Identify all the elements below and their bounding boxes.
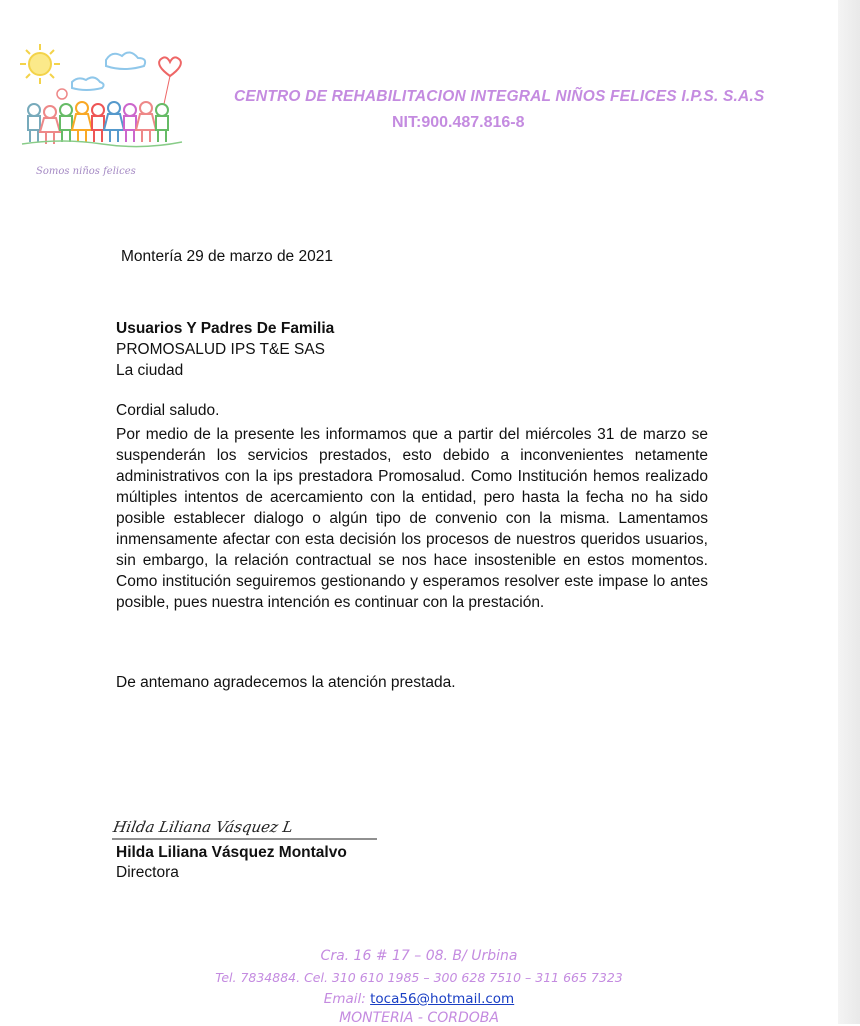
svg-text:Hilda Liliana Vásquez L: Hilda Liliana Vásquez L bbox=[112, 818, 295, 836]
footer-phones: Tel. 7834884. Cel. 310 610 1985 – 300 628 7510 – 311 665 7323 bbox=[215, 970, 623, 985]
footer-city: MONTERIA - CORDOBA bbox=[339, 1010, 499, 1026]
logo-kids-drawing bbox=[14, 40, 186, 182]
signer-role: Directora bbox=[116, 864, 179, 881]
letter-body: Por medio de la presente les informamos que a partir del miércoles 31 de marzo se suspenderán los servicios prestados, esto debido a inconvenientes netamente administrativos con la ips prestadora Promosalud. Como Institución hemos realizado múltiples intentos de acercamiento con la entidad, pero hasta la fecha no ha sido posible establecer dialogo o algún tipo de convenio con la misma. Lamentamos inmensamente afectar con esta decisión los procesos de nuestros queridos usuarios, sin embargo, la relación contractual se nos hace insostenible en estos momentos. Como institución seguiremos gestionando y esperamos resolver este impase lo antes posible, pues nuestra intención es continuar con la prestación. bbox=[116, 426, 708, 611]
footer-address: Cra. 16 # 17 – 08. B/ Urbina bbox=[320, 948, 518, 964]
footer-email-link[interactable]: toca56@hotmail.com bbox=[370, 991, 515, 1007]
sun-icon bbox=[20, 44, 60, 84]
page-edge-shadow bbox=[838, 0, 860, 1024]
recipient-line-1: Usuarios Y Padres De Familia bbox=[116, 320, 335, 337]
signer-name: Hilda Liliana Vásquez Montalvo bbox=[116, 844, 347, 861]
org-name: CENTRO DE REHABILITACION INTEGRAL NIÑOS FELICES I.P.S. S.A.S bbox=[234, 88, 765, 105]
footer-email-label: Email: bbox=[323, 991, 366, 1007]
signature-image bbox=[112, 812, 382, 842]
letter-date: Montería 29 de marzo de 2021 bbox=[121, 248, 333, 265]
recipient-block bbox=[116, 318, 334, 381]
org-nit: NIT:900.487.816-8 bbox=[392, 114, 525, 131]
recipient-line-3: La ciudad bbox=[116, 362, 184, 379]
logo-caption: Somos niños felices bbox=[36, 166, 136, 177]
recipient-line-2: PROMOSALUD IPS T&E SAS bbox=[116, 341, 326, 358]
footer-email-line bbox=[0, 991, 838, 1007]
greeting: Cordial saludo. bbox=[116, 402, 220, 419]
closing-line: De antemano agradecemos la atención prestada. bbox=[116, 674, 456, 691]
